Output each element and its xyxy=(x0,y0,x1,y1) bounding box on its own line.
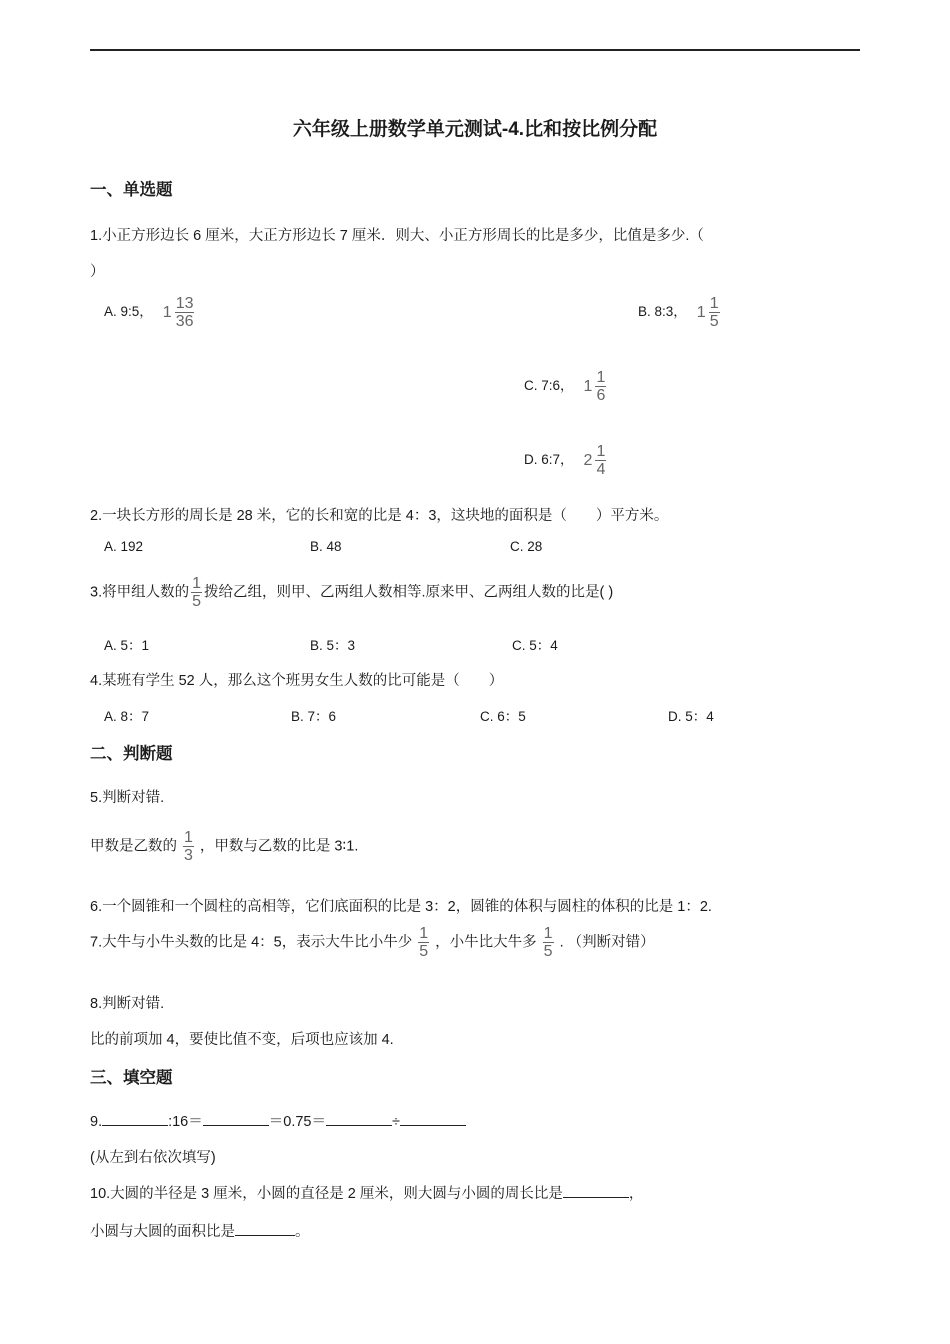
question-2-option-b[interactable]: B. 48 xyxy=(310,539,342,554)
fraction: $\frac{1}{3}$ xyxy=(184,829,193,864)
fraction: $\frac{1}{5}$ xyxy=(543,925,553,960)
fraction: $\frac{1}{4}$ xyxy=(596,443,606,478)
page-title: 六年级上册数学单元测试-4.比和按比例分配 xyxy=(292,119,658,140)
answer-blank[interactable] xyxy=(235,1221,295,1236)
section-heading-true-false: 二、判断题 xyxy=(90,745,173,763)
question-1-option-c[interactable] xyxy=(524,370,608,403)
question-5-text: 5.判断对错. xyxy=(90,790,165,806)
question-4-option-c[interactable]: C. 6：5 xyxy=(480,709,526,724)
question-7-text: 7.大牛与小牛头数的比是 4：5，表示大牛比小牛少 $\frac{1}{5}$ ，小牛比大牛多 $\frac{1}{5}$ . （判断对错） xyxy=(90,925,655,960)
question-4-option-d[interactable]: D. 5：4 xyxy=(668,709,714,724)
question-3-option-c[interactable]: C. 5：4 xyxy=(512,638,558,653)
question-4-option-a[interactable]: A. 8：7 xyxy=(104,709,150,724)
question-3-option-a[interactable]: A. 5：1 xyxy=(104,638,150,653)
fraction: $\frac{13}{36}$ xyxy=(175,295,194,330)
option-label: A. 9:5， xyxy=(104,304,153,320)
question-3-option-b[interactable]: B. 5：3 xyxy=(310,638,356,653)
option-label: B. 8:3， xyxy=(638,304,687,320)
question-2-option-a[interactable]: A. 192 xyxy=(104,539,144,554)
question-1-option-b[interactable] xyxy=(638,296,722,329)
section-heading-single-choice: 一、单选题 xyxy=(90,181,173,199)
question-8-text: 8.判断对错. xyxy=(90,996,165,1012)
question-5-statement: 甲数是乙数的 $\frac{1}{3}$ ，甲数与乙数的比是 3∶1. xyxy=(90,829,359,864)
section-heading-fill-blank: 三、填空题 xyxy=(90,1069,173,1087)
fraction: $\frac{1}{6}$ xyxy=(596,369,606,404)
answer-blank[interactable] xyxy=(326,1111,392,1126)
question-1-text: 1.小正方形边长 6 厘米，大正方形边长 7 厘米．则大、小正方形周长的比是多少，比值是多少.（ xyxy=(90,228,704,244)
question-8-statement: 比的前项加 4，要使比值不变，后项也应该加 4. xyxy=(90,1032,394,1048)
fraction: $\frac{1}{5}$ xyxy=(709,295,719,330)
question-1-text-cont: ） xyxy=(90,264,105,280)
answer-blank[interactable] xyxy=(203,1111,269,1126)
question-1-option-a[interactable] xyxy=(104,296,196,329)
question-4-text: 4.某班有学生 52 人，那么这个班男女生人数的比可能是（ ） xyxy=(90,673,504,689)
question-9-note: (从左到右依次填写) xyxy=(90,1150,216,1166)
question-3-text: 3.将甲组人数的 $\frac{1}{5}$ 拨给乙组，则甲、乙两组人数相等.原来甲、乙两组人数的比是( ) xyxy=(90,575,614,610)
answer-blank[interactable] xyxy=(400,1111,466,1126)
mixed-number: 2 $\frac{1}{4}$ xyxy=(583,443,606,478)
question-4-option-b[interactable]: B. 7：6 xyxy=(291,709,337,724)
mixed-number: 1 $\frac{13}{36}$ xyxy=(162,295,194,330)
answer-blank[interactable] xyxy=(102,1111,168,1126)
answer-blank[interactable] xyxy=(563,1183,629,1198)
question-6-text: 6.一个圆锥和一个圆柱的高相等，它们底面积的比是 3：2，圆锥的体积与圆柱的体积的比是 1：2. xyxy=(90,899,712,915)
mixed-number: 1 $\frac{1}{5}$ xyxy=(696,295,719,330)
header-rule xyxy=(90,49,860,51)
question-10-text-cont: 小圆与大圆的面积比是 。 xyxy=(90,1220,310,1241)
question-1-option-d[interactable] xyxy=(524,444,608,477)
question-9-text: 9. :16＝ ＝0.75＝ ÷ xyxy=(90,1110,466,1131)
mixed-number: 1 $\frac{1}{6}$ xyxy=(583,369,606,404)
fraction: $\frac{1}{5}$ xyxy=(419,925,429,960)
fraction: $\frac{1}{5}$ xyxy=(192,575,201,610)
option-label: D. 6:7， xyxy=(524,452,574,468)
question-10-text: 10.大圆的半径是 3 厘米，小圆的直径是 2 厘米，则大圆与小圆的周长比是 ， xyxy=(90,1182,643,1203)
question-2-text: 2.一块长方形的周长是 28 米，它的长和宽的比是 4：3，这块地的面积是（ ）平方米。 xyxy=(90,508,669,524)
question-2-option-c[interactable]: C. 28 xyxy=(510,539,543,554)
option-label: C. 7:6， xyxy=(524,378,574,394)
